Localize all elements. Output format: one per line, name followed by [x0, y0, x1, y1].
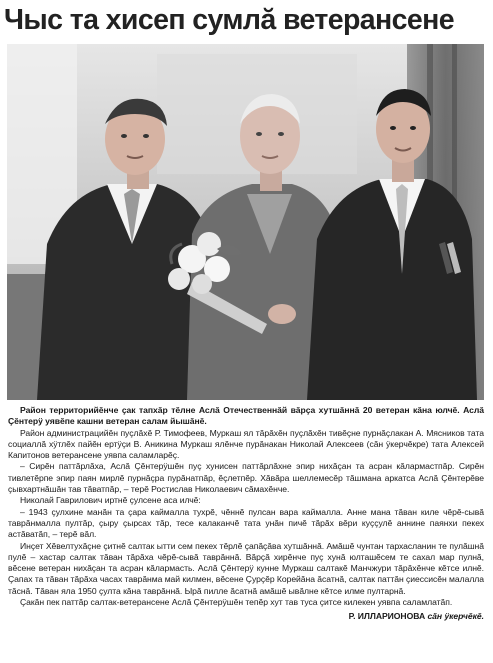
paragraph-6: Çакăн пек паттăр салтак-ветерансене Аслă Çĕнтерÿшĕн тепĕр хут тав туса çитсе килекен уявпа саламлатăп.	[20, 597, 453, 608]
paragraph-4: – 1943 çулхине манăн та çара каймалла тухрĕ, чĕннĕ пулсан вара каймалла. Анне мана тăван киле чĕрĕ-сывă таврăнмалла пултăр, çыру çырсах тăр, тесе калаканчĕ тата унăн пичĕ тăрăх вĕри куççулĕ аннине паянхи пекех астăватăп, – терĕ вăл.	[8, 506, 484, 540]
article-headline: Чыс та хисеп сумлă ветерансене	[4, 4, 455, 36]
group-photo-icon	[7, 44, 484, 400]
article-lead: Район территорийĕнче çак тапхăр тĕлне Аслă Отечественнăй вăрçа хутшăннă 20 ветеран кăна юлчĕ. Аслă Çĕнтерÿ уявĕпе кашни ветеран салам йышăнĕ.	[8, 405, 484, 427]
paragraph-2: – Сирĕн паттăрлăха, Аслă Çĕнтерÿшĕн пуç хунисен паттăрлăхне эпир нихăçан та асран кăлармастпăр. Сирĕн тивлетĕрпе эпир паян мирлĕ пурнăçра пурăнатпăр, ĕçлетпĕр. Хăвăра шеллемесĕр тăшмана аркатса Аслă Çĕнтерĕве çывхартнăшăн тав тăватпăр, – терĕ Ростислав Николаевич сăмахĕнче.	[8, 461, 484, 495]
paragraph-1: Район администрацийĕн пуçлăхĕ Р. Тимофеев, Муркаш ял тăрăхĕн пуçлăхĕн тивĕçне пурнăçлакан А. Мясников тата социаллă хÿтлĕх пайĕн ертÿçи В. Аникина Муркаш ялĕнче пурăнакан Николай Алексеев (сăн ÿкерчĕкре) тата Алексей Капитонов ветерансене уявпа саламларĕç.	[8, 427, 484, 461]
paragraph-3: Николай Гаврилович иртнĕ çулсене аса илчĕ:	[20, 495, 201, 506]
article-photo	[7, 44, 484, 400]
author-role: сăн ÿкерчĕкĕ.	[427, 611, 484, 622]
paragraph-5: Инçет Хĕвелтухăçне çитнĕ салтак ытти сем пекех тĕрлĕ çапăçăва хутшăннă. Амăшĕ чунтан тархасланин те пулăшнă пулĕ – хастар салтак тăван тăрăха чĕрĕ-сывă таврăннă. Вăрçă хирĕнче пуç хунă юлташĕсем те сахал мар пулнă, вĕсене ветеран нихăçан та асран кăлармасть. Аслă Çĕнтерÿ кунне Муркаш салтакĕ Манчжури тăрăхĕнче кĕтсе илнĕ. Çапах та тăван тăрăха часах таврăнма май килмен, вĕсене Çурçĕр Корейăна ăсатнă, салтак паттăн çиессисĕн малалла тăснă. Тăван яла 1950 çулта кăна таврăннă. Ырă пилле ăсатнă амăшĕ ывăлне кĕтсе илме пултарнă.	[8, 540, 484, 596]
author-name: Р. ИЛЛАРИОНОВА	[348, 611, 426, 622]
article-signature	[8, 611, 484, 622]
article-body	[8, 405, 484, 623]
